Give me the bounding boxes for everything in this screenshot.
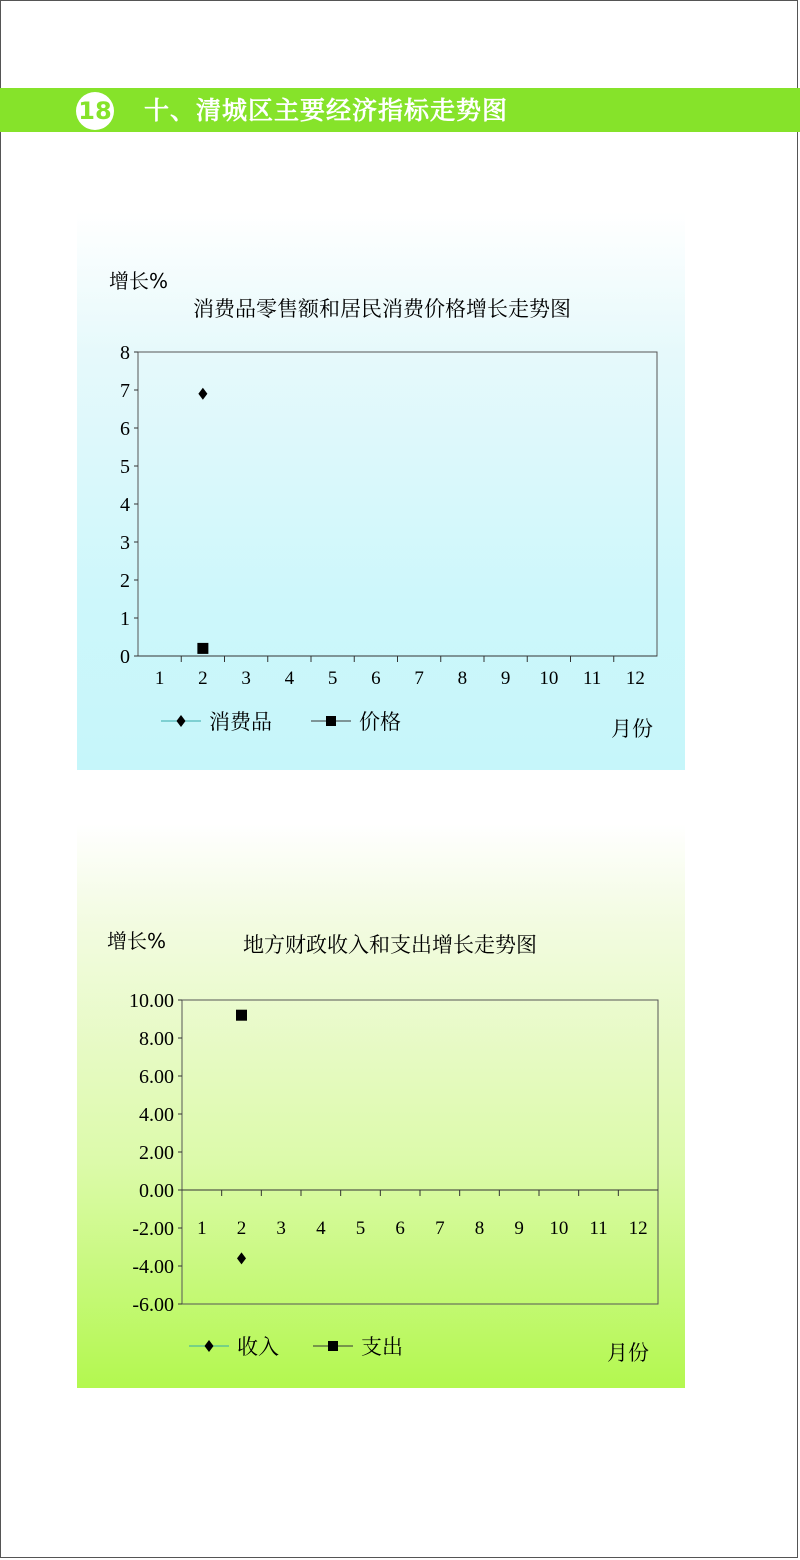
square-data-point <box>197 643 208 654</box>
y-axis-label: 增长% <box>107 929 167 953</box>
square-data-point <box>236 1010 247 1021</box>
finance-chart <box>77 824 685 1388</box>
diamond-data-point <box>198 388 207 400</box>
y-axis-label: 增长% <box>109 269 169 293</box>
x-tick-label: 5 <box>327 668 338 689</box>
y-tick-label: 4.00 <box>139 1104 174 1126</box>
y-tick-label: 4 <box>120 494 130 516</box>
x-tick-label: 8 <box>474 1218 485 1239</box>
y-tick-label: 0.00 <box>139 1180 174 1202</box>
plot-area <box>138 352 657 656</box>
y-tick-label: 8 <box>120 342 130 364</box>
x-tick-label: 12 <box>628 1218 648 1239</box>
y-tick-label: -6.00 <box>132 1294 174 1316</box>
x-tick-label: 8 <box>457 668 468 689</box>
legend-square-marker <box>326 716 336 726</box>
chart-title: 地方财政收入和支出增长走势图 <box>243 933 537 957</box>
y-tick-label: 8.00 <box>139 1028 174 1050</box>
x-tick-label: 6 <box>371 668 381 689</box>
x-tick-label: 1 <box>197 1218 207 1239</box>
chart-panel-consumption <box>77 212 685 770</box>
diamond-data-point <box>237 1252 246 1264</box>
x-tick-label: 3 <box>276 1218 286 1239</box>
y-tick-label: 2.00 <box>139 1142 174 1164</box>
section-number-badge: 18 <box>76 92 114 130</box>
x-tick-label: 10 <box>539 668 559 689</box>
legend-label-series-2: 价格 <box>359 710 401 734</box>
x-tick-label: 5 <box>355 1218 366 1239</box>
plot-area <box>182 1000 658 1304</box>
x-tick-label: 4 <box>316 1218 326 1239</box>
y-tick-label: 6.00 <box>139 1066 174 1088</box>
x-tick-label: 7 <box>414 668 424 689</box>
legend-label-series-1: 消费品 <box>209 710 272 734</box>
x-axis-label: 月份 <box>607 1341 649 1365</box>
legend-diamond-marker <box>205 1340 214 1352</box>
y-tick-label: 3 <box>120 532 130 554</box>
x-tick-label: 1 <box>154 668 165 689</box>
legend-label-series-2: 支出 <box>361 1335 403 1359</box>
chart-panel-finance <box>77 824 685 1388</box>
section-title: 十、清城区主要经济指标走势图 <box>144 96 509 125</box>
y-tick-label: -4.00 <box>132 1256 174 1278</box>
legend-label-series-1: 收入 <box>237 1335 279 1359</box>
x-tick-label: 11 <box>582 668 602 689</box>
x-tick-label: 2 <box>236 1218 247 1239</box>
y-tick-label: 6 <box>120 418 130 440</box>
y-tick-label: 2 <box>120 570 130 592</box>
consumption-chart <box>77 212 685 770</box>
y-tick-label: -2.00 <box>132 1218 174 1240</box>
x-tick-label: 9 <box>514 1218 524 1239</box>
x-tick-label: 4 <box>284 668 295 689</box>
y-tick-label: 5 <box>120 456 130 478</box>
y-tick-label: 0 <box>120 646 130 668</box>
legend-square-marker <box>328 1341 338 1351</box>
legend-diamond-marker <box>177 715 186 727</box>
x-tick-label: 7 <box>435 1218 445 1239</box>
x-tick-label: 6 <box>395 1218 405 1239</box>
x-tick-label: 2 <box>198 668 208 689</box>
x-tick-label: 9 <box>500 668 511 689</box>
x-tick-label: 12 <box>625 668 645 689</box>
chart-title: 消费品零售额和居民消费价格增长走势图 <box>193 297 571 321</box>
x-tick-label: 3 <box>241 668 251 689</box>
x-axis-label: 月份 <box>611 717 653 741</box>
y-tick-label: 7 <box>120 380 130 402</box>
y-tick-label: 10.00 <box>129 990 174 1012</box>
x-tick-label: 10 <box>549 1218 569 1239</box>
y-tick-label: 1 <box>120 608 130 630</box>
x-tick-label: 11 <box>589 1218 608 1239</box>
